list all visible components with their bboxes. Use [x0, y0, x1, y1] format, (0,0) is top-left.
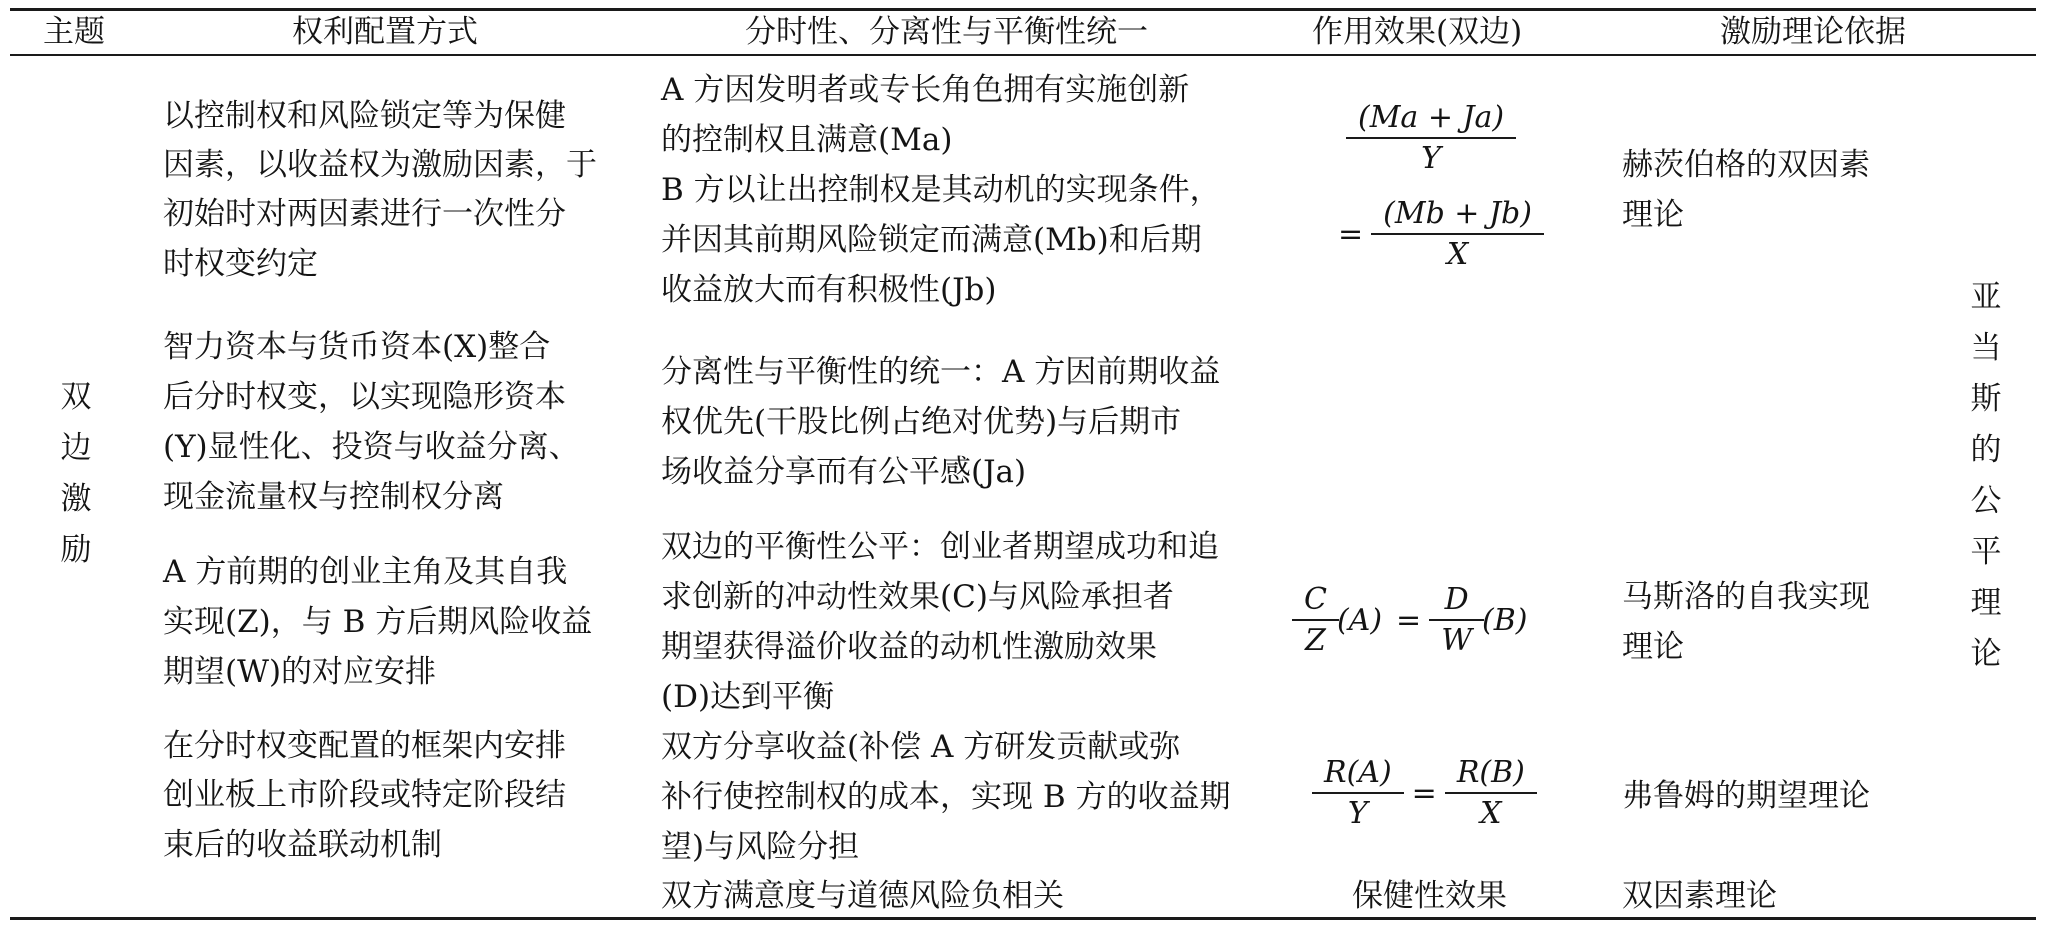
header-unity: 分时性、分离性与平衡性统一: [745, 14, 1148, 50]
vertical-char: 的: [1970, 432, 2002, 468]
vertical-char: 亚: [1970, 279, 2002, 315]
theory-row-1a: 赫茨伯格的双因素: [1622, 147, 1870, 183]
vertical-char: 当: [1970, 330, 2002, 366]
effect-row-5: 保健性效果: [1352, 878, 1507, 914]
theory-row-3a: 马斯洛的自我实现: [1622, 579, 1870, 615]
theory-row-4: 弗鲁姆的期望理论: [1622, 778, 1870, 814]
vertical-char: 理: [1970, 585, 2002, 621]
header-theory: 激励理论依据: [1720, 14, 1906, 50]
formula-2: $\frac{C}{Z}$ (A) = $\frac{D}{W}$ (B): [1298, 582, 1528, 658]
topic-text: [56, 372, 96, 576]
formula-3: $\frac{R(A)}{Y}$ = $\frac{R(B)}{X}$: [1318, 755, 1531, 831]
vertical-char: 双: [60, 379, 92, 415]
header-topic: 主题: [43, 14, 105, 50]
header-bottom-rule: [10, 54, 2036, 56]
vertical-char: 论: [1970, 636, 2002, 672]
formula-1b: = $\frac{(Mb + Jb)}{X}$: [1338, 196, 1538, 272]
theory-row-5: 双因素理论: [1622, 878, 1777, 914]
overall-theory-text: [1966, 272, 2006, 680]
formula-1a: $\frac{(Ma + Ja)}{Y}$: [1352, 100, 1510, 176]
vertical-char: 斯: [1970, 381, 2002, 417]
vertical-char: 平: [1970, 534, 2002, 570]
vertical-char: 励: [60, 532, 92, 568]
unity-row-5: 双方满意度与道德风险负相关: [661, 878, 1064, 914]
vertical-char: 公: [1970, 483, 2002, 519]
topic-cell: [56, 372, 96, 576]
theory-row-1b: 理论: [1622, 197, 1684, 233]
vertical-char: 激: [60, 481, 92, 517]
table-top-rule: [10, 8, 2036, 11]
header-allocation: 权利配置方式: [292, 14, 478, 50]
theory-row-3b: 理论: [1622, 629, 1684, 665]
header-effect: 作用效果(双边): [1312, 14, 1523, 50]
vertical-char: 边: [60, 430, 92, 466]
overall-theory-cell: [1966, 272, 2006, 680]
